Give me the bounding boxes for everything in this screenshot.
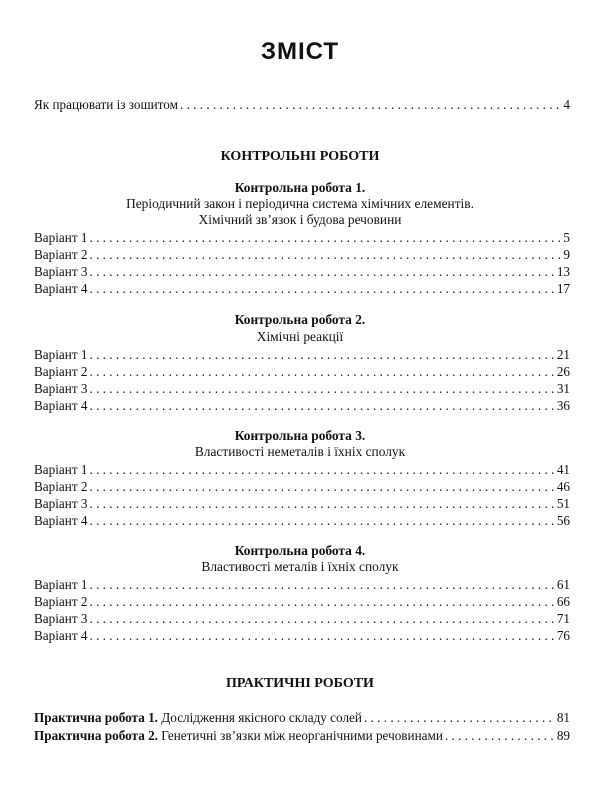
toc-entry-variant[interactable] [34,478,570,496]
leader-dots [89,280,554,298]
work-title: Контрольна робота 1. [234,180,366,195]
toc-page-number: 66 [556,594,570,609]
leader-dots [89,593,554,611]
toc-label: Варіант 3 [34,611,88,626]
toc-page-number: 76 [556,628,570,643]
toc-page-number: 41 [556,462,570,477]
toc-label: Варіант 1 [34,462,88,477]
toc-entry-variant[interactable] [34,280,570,298]
leader-dots [89,512,554,530]
work-title: Контрольна робота 2. [234,312,366,327]
toc-page-number: 5 [563,230,570,245]
toc-label [34,709,362,727]
leader-dots [89,380,554,398]
toc-page-number: 9 [563,247,570,262]
work-subtitle: Періодичний закон і періодична система хімічних елементів. [126,196,474,211]
toc-entry-variant[interactable] [34,512,570,530]
toc-label: Варіант 1 [34,230,88,245]
toc-page-number: 51 [556,496,570,511]
section-heading-practical: ПРАКТИЧНІ РОБОТИ [226,676,374,691]
toc-page-number: 61 [556,577,570,592]
toc-label: Варіант 1 [34,577,88,592]
toc-label: Варіант 3 [34,496,88,511]
leader-dots [89,363,554,381]
work-subtitle: Властивості неметалів і їхніх сполук [194,444,406,459]
toc-entry-variant[interactable] [34,627,570,645]
leader-dots [89,495,554,513]
leader-dots [89,461,554,479]
toc-entry-variant[interactable] [34,397,570,415]
toc-page-number: 36 [556,398,570,413]
toc-page-number: 56 [556,513,570,528]
leader-dots [89,397,554,415]
toc-entry-variant[interactable] [34,363,570,381]
toc-page-number: 17 [556,281,570,296]
toc-entry-variant[interactable] [34,246,570,264]
toc-label: Варіант 4 [34,513,88,528]
leader-dots [89,478,554,496]
toc-label: Варіант 4 [34,398,88,413]
toc-label-bold: Практична робота 2. [34,728,158,743]
toc-label: Варіант 3 [34,381,88,396]
toc-entry-variant[interactable] [34,461,570,479]
toc-page-number: 26 [556,364,570,379]
toc-label: Як працювати із зошитом [34,97,178,112]
toc-entry-variant[interactable] [34,593,570,611]
toc-page-number: 31 [556,381,570,396]
leader-dots [180,96,561,114]
leader-dots [89,246,561,264]
leader-dots [89,263,554,281]
toc-label: Варіант 3 [34,264,88,279]
toc-label-text: Дослідження якісного складу солей [157,710,362,725]
toc-label: Варіант 4 [34,281,88,296]
toc-label-text: Генетичні зв’язки між неорганічними речовинами [157,728,443,743]
work-title: Контрольна робота 3. [234,428,366,443]
toc-entry-practical[interactable] [34,709,570,727]
toc-page-number: 13 [556,264,570,279]
toc-page-number: 81 [556,710,570,725]
toc-label: Варіант 4 [34,628,88,643]
toc-page-number: 89 [556,728,570,743]
toc-label: Варіант 2 [34,364,88,379]
toc-entry-variant[interactable] [34,346,570,364]
toc-entry-variant[interactable] [34,263,570,281]
page-title: ЗМІСТ [260,38,340,65]
toc-label: Варіант 1 [34,347,88,362]
toc-entry-practical[interactable] [34,727,570,745]
toc-entry-intro[interactable] [34,96,570,114]
toc-page-number: 71 [556,611,570,626]
toc-entry-variant[interactable] [34,380,570,398]
leader-dots [364,709,555,727]
toc-label-bold: Практична робота 1. [34,710,158,725]
toc-page-number: 46 [556,479,570,494]
leader-dots [89,346,554,364]
work-subtitle: Хімічні реакції [256,329,344,344]
leader-dots [89,229,561,247]
toc-page-number: 4 [563,97,570,112]
work-subtitle: Хімічний зв’язок і будова речовини [198,212,402,227]
toc-label: Варіант 2 [34,247,88,262]
toc-label: Варіант 2 [34,479,88,494]
section-heading-control: КОНТРОЛЬНІ РОБОТИ [220,149,380,164]
toc-entry-variant[interactable] [34,495,570,513]
toc-page-number: 21 [556,347,570,362]
leader-dots [89,627,554,645]
toc-entry-variant[interactable] [34,576,570,594]
leader-dots [445,727,555,745]
toc-label [34,727,443,745]
leader-dots [89,610,554,628]
work-title: Контрольна робота 4. [234,543,366,558]
toc-label: Варіант 2 [34,594,88,609]
leader-dots [89,576,554,594]
toc-entry-variant[interactable] [34,610,570,628]
work-subtitle: Властивості металів і їхніх сполук [201,559,399,574]
toc-entry-variant[interactable] [34,229,570,247]
